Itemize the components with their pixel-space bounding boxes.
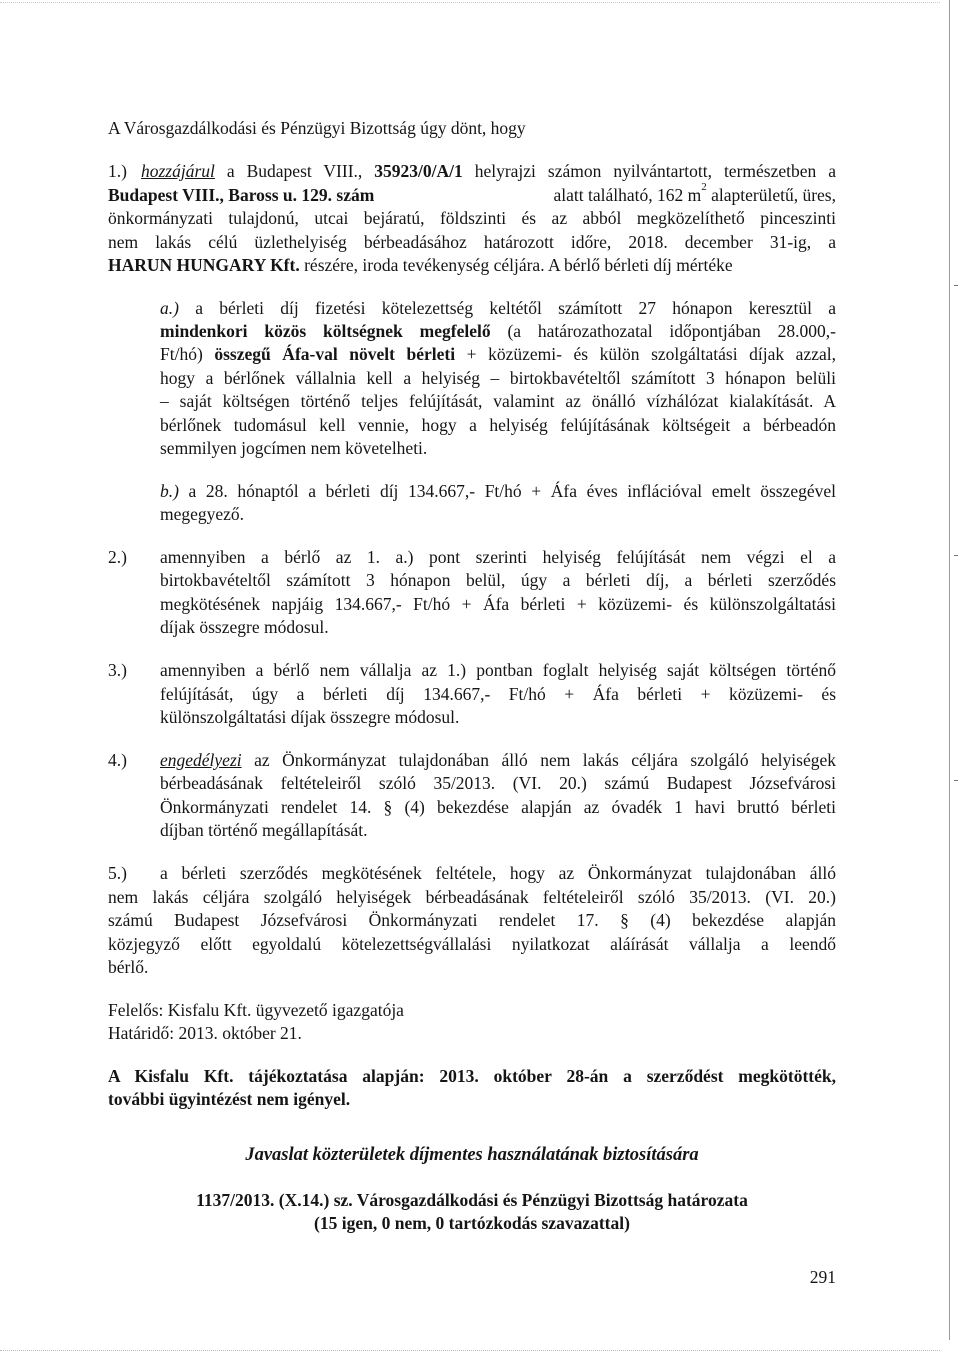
sub-b-line-1 — [160, 480, 836, 504]
resolution-vote: (15 igen, 0 nem, 0 tartózkodás szavazattal) — [314, 1213, 630, 1233]
sub-a-text: + közüzemi- és külön szolgáltatási díjak azzal, — [455, 344, 836, 364]
item-4-verb: engedélyezi — [160, 750, 242, 770]
item-1-verb: hozzájárul — [141, 161, 215, 181]
sub-a-text: a bérleti díj fizetési kötelezettség keltétől számított 27 hónapon keresztül a — [178, 298, 836, 318]
responsible-line: Felelős: Kisfalu Kft. ügyvezető igazgatója — [108, 1000, 404, 1020]
item-1-number: 1.) — [108, 161, 127, 181]
item-1-line-1 — [141, 160, 836, 184]
item-4-number: 4.) — [108, 750, 127, 770]
item-2-number: 2.) — [108, 547, 127, 567]
item-1-line-4: nem lakás célú üzlethelyiség bérbeadásához határozott időre, 2018. december 31-ig, a — [108, 232, 836, 252]
scan-top-edge — [0, 2, 940, 4]
item-4-line-1 — [160, 749, 836, 773]
item-1-text: alatt található, 162 m — [553, 185, 702, 205]
item-5-line-4: közjegyző előtt egyoldalú kötelezettségvállalási nyilatkozat aláírását vállalja a leendő — [108, 934, 836, 954]
item-1-text: a Budapest VIII., — [214, 161, 375, 181]
item-5-line-5: bérlő. — [108, 957, 149, 977]
sub-a-bold: összegű Áfa-val növelt bérleti — [214, 344, 456, 364]
item-3-line-3: különszolgáltatási díjak összegre módosul. — [160, 707, 460, 727]
item-4-line-2: bérbeadásának feltételeiről szóló 35/2013. (VI. 20.) számú Budapest Józsefvárosi — [160, 773, 836, 793]
item-2-line-3: megkötésének napjáig 134.667,- Ft/hó + Áfa bérleti + közüzemi- és különszolgáltatási — [160, 594, 836, 614]
sub-a-line-3 — [160, 343, 836, 367]
item-1-text: alapterületű, üres, — [706, 185, 836, 205]
resolution-title: 1137/2013. (X.14.) sz. Városgazdálkodási és Pénzügyi Bizottság határozata — [196, 1190, 748, 1210]
item-1-line-5 — [108, 254, 836, 278]
note-line-1: A Kisfalu Kft. tájékoztatása alapján: 2013. október 28-án a szerződést megkötötték, — [108, 1066, 836, 1086]
deadline-line: Határidő: 2013. október 21. — [108, 1023, 302, 1043]
sub-a-bold: mindenkori közös költségnek megfelelő — [160, 321, 491, 341]
sub-a-text: Ft/hó) — [160, 344, 215, 364]
superscript: 2 — [701, 181, 707, 193]
scan-edge-mark — [954, 780, 958, 781]
proposal-title: Javaslat közterületek díjmentes használatának biztosítására — [245, 1145, 699, 1165]
company-name: HARUN HUNGARY Kft. — [108, 255, 300, 275]
item-2-line-1: amennyiben a bérlő az 1. a.) pont szerinti helyiség felújítását nem végzi el a — [160, 547, 836, 567]
item-4-line-4: díjban történő megállapítását. — [160, 820, 368, 840]
item-3-line-1: amennyiben a bérlő nem vállalja az 1.) pontban foglalt helyiség saját költségen történő — [160, 660, 836, 680]
sub-b-text: a 28. hónaptól a bérleti díj 134.667,- Ft/hó + Áfa éves inflációval emelt összegével — [178, 481, 836, 501]
sub-a-line-4: hogy a bérlőnek vállalnia kell a helyiség – birtokbavételtől számított 3 hónapon belüli — [160, 368, 836, 388]
item-4-text: az Önkormányzat tulajdonában álló nem lakás céljára szolgáló helyiségek — [241, 750, 836, 770]
item-5-line-1: a bérleti szerződés megkötésének feltétele, hogy az Önkormányzat tulajdonában álló — [160, 863, 836, 883]
item-1-text: részére, iroda tevékenység céljára. A bérlő bérleti díj mértéke — [299, 255, 733, 275]
sub-a-label: a.) — [160, 298, 179, 318]
item-2-line-2: birtokbavételtől számított 3 hónapon belül, úgy a bérleti díj, a bérleti szerződés — [160, 570, 836, 590]
item-2-line-4: díjak összegre módosul. — [160, 617, 329, 637]
sub-a-line-5: – saját költségen történő teljes felújítását, valamint az önálló vízhálózat kialakítását. A — [160, 391, 836, 411]
scan-right-edge — [949, 0, 950, 1340]
intro-line: A Városgazdálkodási és Pénzügyi Bizottság úgy dönt, hogy — [108, 118, 526, 138]
sub-b-label: b.) — [160, 481, 179, 501]
item-4-line-3: Önkormányzati rendelet 14. § (4) bekezdése alapján az óvadék 1 havi bruttó bérleti — [160, 797, 836, 817]
scan-bottom-edge — [0, 1350, 940, 1352]
scan-edge-mark — [954, 555, 958, 556]
sub-a-line-7: semmilyen jogcímen nem követelheti. — [160, 438, 428, 458]
item-1-text: helyrajzi számon nyilvántartott, természetben a — [462, 161, 836, 181]
item-5-line-2: nem lakás céljára szolgáló helyiségek bérbeadásának feltételeiről szóló 35/2013. (VI. 20.) — [108, 887, 836, 907]
item-3-line-2: felújítását, úgy a bérleti díj 134.667,- Ft/hó + Áfa bérleti + közüzemi- és — [160, 684, 836, 704]
lot-number: 35923/0/A/1 — [374, 161, 463, 181]
scan-edge-mark — [954, 285, 958, 286]
sub-a-line-2 — [160, 320, 836, 344]
item-5-number: 5.) — [108, 863, 127, 883]
sub-a-line-1 — [160, 297, 836, 321]
sub-a-text: (a határozathozatal időpontjában 28.000,- — [490, 321, 836, 341]
note-line-2: további ügyintézést nem igényel. — [108, 1089, 351, 1109]
item-1-line-2 — [108, 181, 836, 208]
item-1-line-3: önkormányzati tulajdonú, utcai bejáratú, földszinti és az abból megközelíthető pinceszinti — [108, 208, 836, 228]
page-number: 291 — [809, 1267, 836, 1287]
sub-b-line-2: megegyező. — [160, 504, 245, 524]
item-3-number: 3.) — [108, 660, 127, 680]
item-5-line-3: számú Budapest Józsefvárosi Önkormányzati rendelet 17. § (4) bekezdése alapján — [108, 910, 836, 930]
sub-a-line-6: bérlőnek tudomásul kell vennie, hogy a helyiség felújításának költségeit a bérbeadón — [160, 415, 836, 435]
address: Budapest VIII., Baross u. 129. szám — [108, 185, 375, 205]
